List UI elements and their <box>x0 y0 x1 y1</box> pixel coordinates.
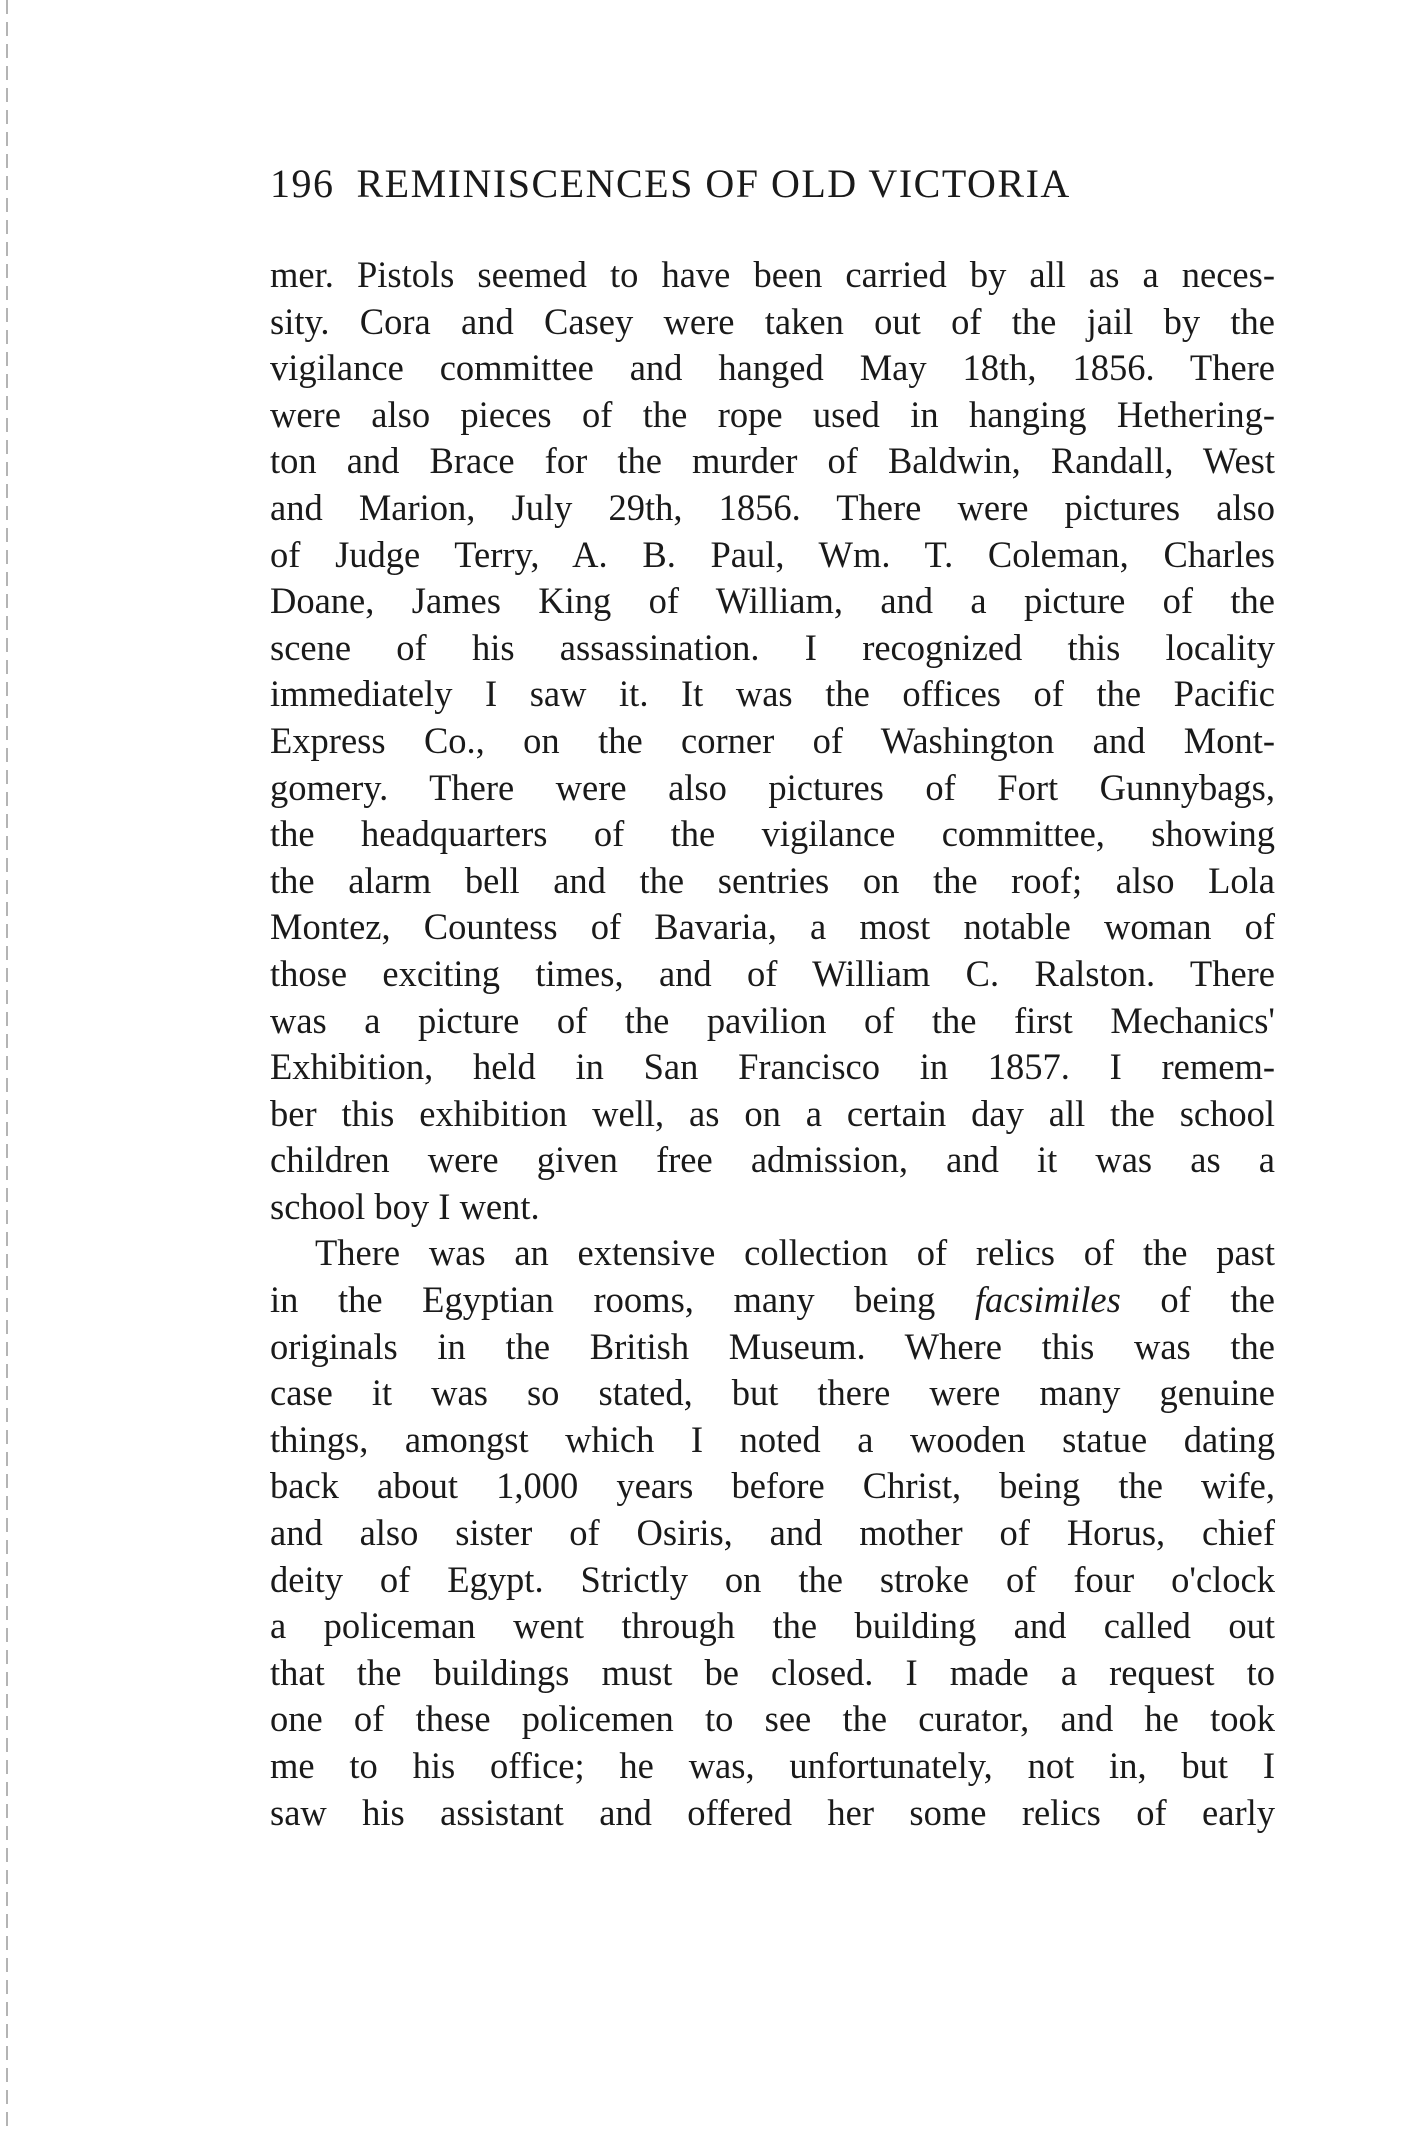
text-segment: of the <box>1160 1279 1276 1321</box>
text-line: was a picture of the pavilion of the first Mechanics' <box>270 999 1275 1041</box>
text-segment: in the Egyptian rooms, many being <box>270 1279 936 1321</box>
text-line: back about 1,000 years before Christ, being the wife, <box>270 1465 1275 1507</box>
text-line: ber this exhibition well, as on a certain day all the school <box>270 1092 1275 1134</box>
text-line: saw his assistant and offered her some relics of early <box>270 1791 1275 1833</box>
text-line: originals in the British Museum. Where this was the <box>270 1325 1275 1367</box>
text-line: were also pieces of the rope used in hanging Hethering- <box>270 393 1275 435</box>
text-line: and Marion, July 29th, 1856. There were pictures also <box>270 486 1275 528</box>
text-line: of Judge Terry, A. B. Paul, Wm. T. Coleman, Charles <box>270 533 1275 575</box>
text-line: and also sister of Osiris, and mother of Horus, chief <box>270 1512 1275 1554</box>
text-line: a policeman went through the building and called out <box>270 1605 1275 1647</box>
body-text <box>270 252 1275 1836</box>
text-line: Doane, James King of William, and a picture of the <box>270 580 1275 622</box>
text-line: one of these policemen to see the curator, and he took <box>270 1698 1275 1740</box>
text-line: that the buildings must be closed. I made a request to <box>270 1651 1275 1693</box>
paragraph-first-line: There was an extensive collection of relics of the past <box>315 1232 1275 1274</box>
text-line: the alarm bell and the sentries on the roof; also Lola <box>270 859 1275 901</box>
text-line: Exhibition, held in San Francisco in 1857. I remem- <box>270 1046 1275 1088</box>
text-line: Express Co., on the corner of Washington and Mont- <box>270 719 1275 761</box>
text-line: Montez, Countess of Bavaria, a most notable woman of <box>270 906 1275 948</box>
italic-term: facsimiles <box>974 1279 1121 1321</box>
text-line: scene of his assassination. I recognized this locality <box>270 626 1275 668</box>
text-line: school boy I went. <box>270 1185 540 1227</box>
running-head <box>270 160 1270 207</box>
text-line <box>270 1277 1275 1324</box>
text-line: things, amongst which I noted a wooden statue dating <box>270 1418 1275 1460</box>
text-line: deity of Egypt. Strictly on the stroke of four o'clock <box>270 1558 1275 1600</box>
text-line: immediately I saw it. It was the offices of the Pacific <box>270 673 1275 715</box>
text-line: those exciting times, and of William C. Ralston. There <box>270 952 1275 994</box>
text-line: gomery. There were also pictures of Fort Gunnybags, <box>270 766 1275 808</box>
text-line: vigilance committee and hanged May 18th, 1856. There <box>270 347 1275 389</box>
page-edge-shadow <box>6 0 8 2130</box>
page-number: 196 <box>270 161 335 206</box>
text-line: me to his office; he was, unfortunately, not in, but I <box>270 1745 1275 1786</box>
text-line: case it was so stated, but there were many genuine <box>270 1372 1275 1414</box>
text-line: children were given free admission, and it was as a <box>270 1139 1275 1181</box>
text-line: mer. Pistols seemed to have been carried by all as a neces- <box>270 254 1275 295</box>
book-title: REMINISCENCES OF OLD VICTORIA <box>356 161 1071 206</box>
text-line: ton and Brace for the murder of Baldwin, Randall, West <box>270 440 1275 482</box>
text-line: sity. Cora and Casey were taken out of the jail by the <box>270 300 1275 342</box>
text-line: the headquarters of the vigilance committee, showing <box>270 813 1275 855</box>
